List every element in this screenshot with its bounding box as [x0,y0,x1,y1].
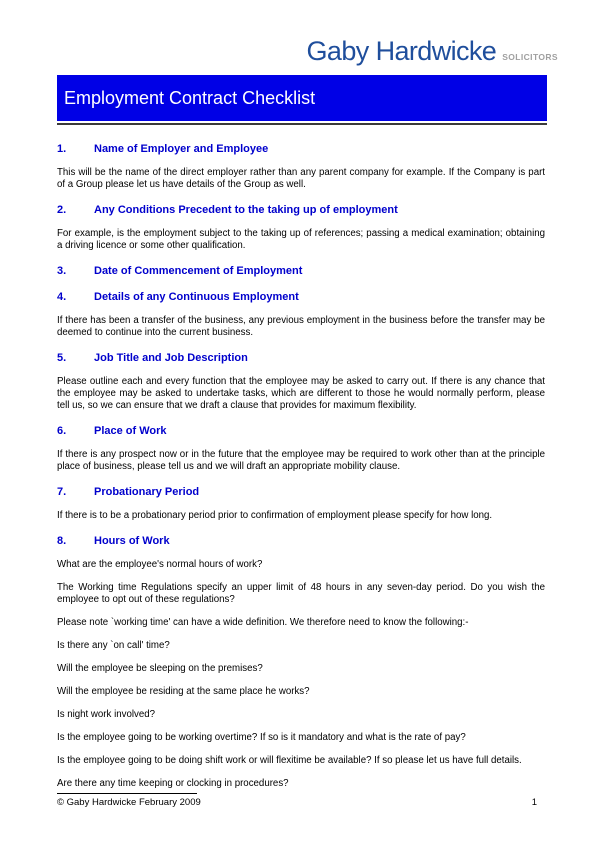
hours-question: Is night work involved? [57,709,156,720]
hours-question: Is there any `on call' time? [57,640,170,651]
footer-rule [57,793,197,794]
section-heading-3 [57,264,545,278]
section-heading-1 [57,142,545,156]
section-number: 1. [57,143,67,155]
section-heading-2 [57,203,545,217]
hours-question: Is the employee going to be working overtime? If so is it mandatory and what is the rate of pay? [57,732,466,743]
footer-copyright: © Gaby Hardwicke February 2009 [57,797,201,808]
section-number: 5. [57,352,67,364]
section-title: Probationary Period [94,486,200,498]
section-heading-5 [57,351,545,365]
section-paragraph: This will be the name of the direct employer rather than any parent company for example. If the Company is part of a Group please let us have details of the Group as well. [57,167,545,190]
section-title: Place of Work [94,425,167,437]
hours-question: The Working time Regulations specify an upper limit of 48 hours in any seven-day period. Do you wish the employee to opt out of these regulations? [57,582,545,605]
section-heading-6 [57,424,545,438]
section-paragraph: If there is to be a probationary period prior to confirmation of employment please specify for how long. [57,510,493,521]
section-heading-7 [57,485,545,499]
section-paragraph: Please outline each and every function that the employee may be asked to carry out. If there is any chance that the employee may be asked to undertake tasks, which are different to those he would normally perform, please tell us, so we can ensure that we draft a clause that provides for maximum flexibility. [57,376,545,411]
section-title: Name of Employer and Employee [94,143,269,155]
title-rule [57,123,547,125]
section-paragraph: If there is any prospect now or in the future that the employee may be required to work other than at the principle place of business, please tell us and we will draft an appropriate mobility clause. [57,449,545,472]
section-heading-8 [57,534,545,548]
section-number: 7. [57,486,67,498]
hours-question: What are the employee's normal hours of work? [57,559,263,570]
logo-name: Gaby Hardwicke [306,36,497,66]
hours-question: Will the employee be residing at the same place he works? [57,686,310,697]
page-number: 1 [531,797,537,808]
checklist-content [57,142,545,790]
section-paragraph: For example, is the employment subject to the taking up of references; passing a medical examination; obtaining a driving licence or some other qualification. [57,228,545,251]
logo-subtitle: SOLICITORS [502,52,558,62]
section-number: 2. [57,204,67,216]
page-title: Employment Contract Checklist [64,87,316,108]
section-heading-4 [57,290,545,304]
section-number: 3. [57,265,67,277]
section-paragraph: If there has been a transfer of the business, any previous employment in the business before the transfer may be deemed to continue into the current business. [57,315,545,338]
page-footer [57,793,545,809]
hours-question: Will the employee be sleeping on the premises? [57,663,263,674]
section-title: Date of Commencement of Employment [94,265,303,277]
hours-question: Are there any time keeping or clocking in procedures? [57,778,289,789]
section-title: Job Title and Job Description [94,352,248,364]
section-title: Details of any Continuous Employment [94,291,299,303]
hours-question: Please note `working time' can have a wide definition. We therefore need to know the following:- [57,617,469,628]
section-number: 4. [57,291,67,303]
section-number: 6. [57,425,67,437]
company-logo [307,36,558,70]
title-banner [57,75,547,121]
section-title: Hours of Work [94,535,170,547]
section-number: 8. [57,535,67,547]
hours-question: Is the employee going to be doing shift work or will flexitime be available? If so please let us have full details. [57,755,522,766]
section-title: Any Conditions Precedent to the taking up of employment [94,204,398,216]
